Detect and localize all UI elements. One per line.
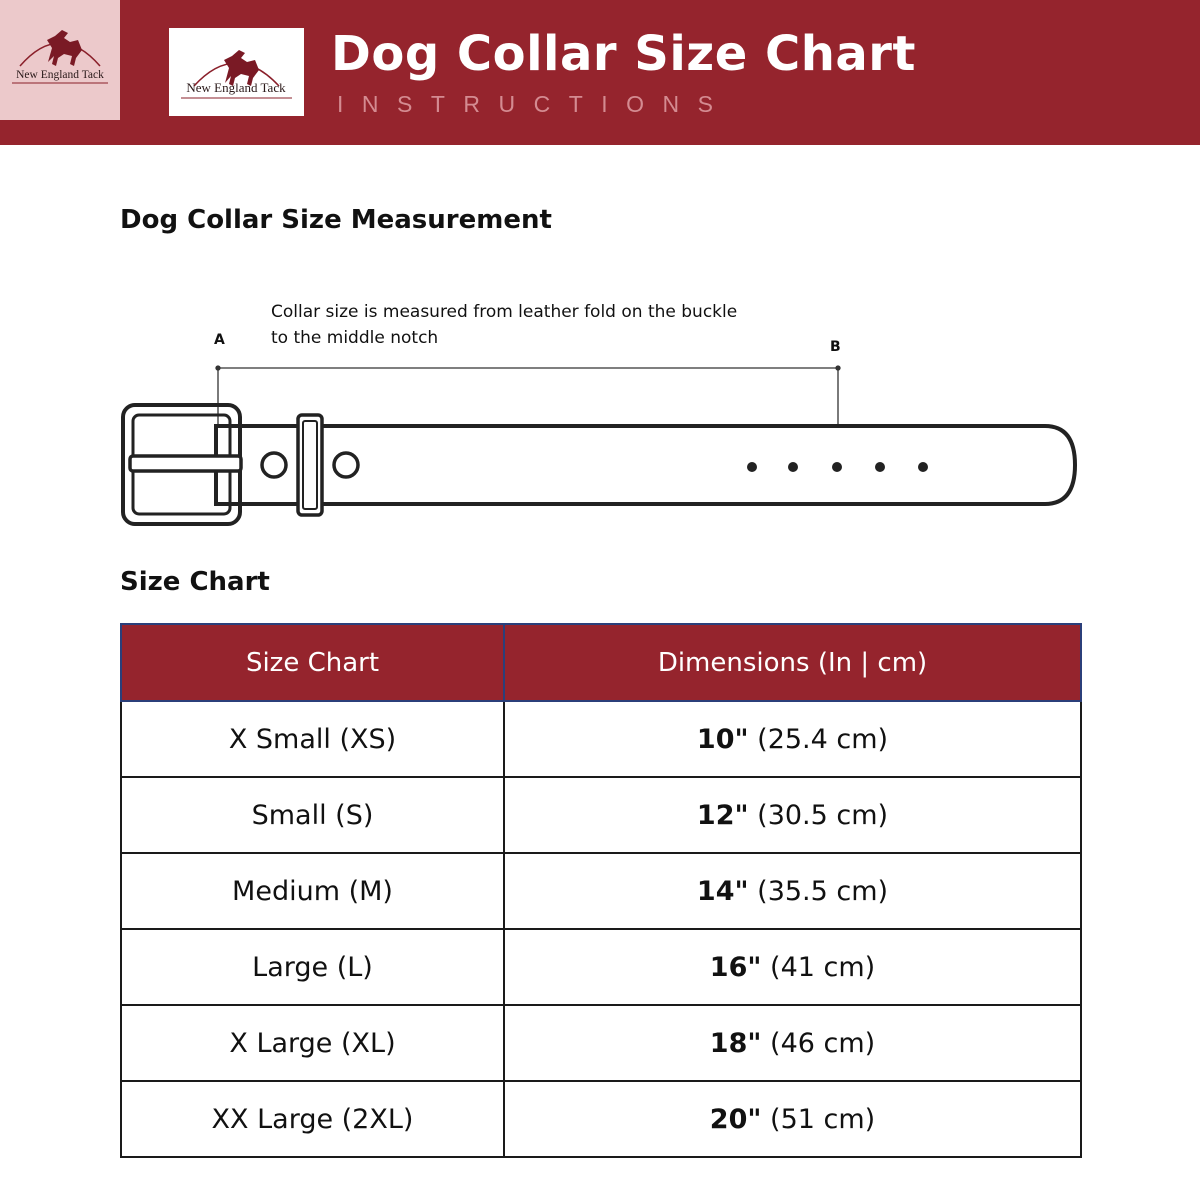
rivet <box>262 453 286 477</box>
size-chart-heading: Size Chart <box>120 567 270 597</box>
rivet <box>334 453 358 477</box>
table-row <box>121 777 1081 853</box>
dimension-cell <box>504 777 1081 853</box>
dimension-cm: (25.4 cm) <box>757 723 889 755</box>
svg-text:New England Tack: New England Tack <box>186 80 286 95</box>
dimension-cell <box>504 853 1081 929</box>
dimension-cm: (51 cm) <box>770 1103 876 1135</box>
size-cell: Small (S) <box>121 777 504 853</box>
size-cell: X Large (XL) <box>121 1005 504 1081</box>
dimension-cm: (41 cm) <box>770 951 876 983</box>
table-row <box>121 701 1081 777</box>
dimension-inches: 12" <box>696 799 749 831</box>
table-row <box>121 1005 1081 1081</box>
table-row <box>121 853 1081 929</box>
header-banner <box>0 0 1200 145</box>
table-row <box>121 1081 1081 1157</box>
size-cell: XX Large (2XL) <box>121 1081 504 1157</box>
buckle-tongue <box>130 456 241 471</box>
dimension-cm: (46 cm) <box>770 1027 876 1059</box>
size-cell: X Small (XS) <box>121 701 504 777</box>
caption-line-2: to the middle notch <box>271 328 439 348</box>
dimension-cell <box>504 701 1081 777</box>
brand-logo-small <box>0 0 120 120</box>
size-cell: Large (L) <box>121 929 504 1005</box>
size-table <box>120 623 1082 1158</box>
column-header-size: Size Chart <box>121 624 504 701</box>
page-title: Dog Collar Size Chart <box>331 26 916 82</box>
size-cell: Medium (M) <box>121 853 504 929</box>
dimension-inches: 10" <box>696 723 749 755</box>
dimension-cell <box>504 1005 1081 1081</box>
keeper-loop <box>298 415 322 515</box>
page-subtitle: INSTRUCTIONS <box>337 91 732 117</box>
svg-text:New England Tack: New England Tack <box>16 69 104 81</box>
brand-logo <box>169 28 304 116</box>
label-a: A <box>214 332 225 348</box>
dimension-cm: (35.5 cm) <box>757 875 889 907</box>
measurement-heading: Dog Collar Size Measurement <box>120 205 552 235</box>
dimension-inches: 20" <box>709 1103 762 1135</box>
dimension-inches: 14" <box>696 875 749 907</box>
belt-collar-icon <box>100 320 1100 540</box>
dimension-inches: 18" <box>709 1027 762 1059</box>
table-row <box>121 929 1081 1005</box>
column-header-dimensions: Dimensions (In | cm) <box>504 624 1081 701</box>
dimension-cm: (30.5 cm) <box>757 799 889 831</box>
dimension-cell <box>504 1081 1081 1157</box>
dimension-inches: 16" <box>709 951 762 983</box>
caption-line-1: Collar size is measured from leather fold on the buckle <box>271 302 738 322</box>
horse-icon <box>47 30 82 66</box>
table-header-row <box>121 624 1081 701</box>
dimension-cell <box>504 929 1081 1005</box>
label-b: B <box>830 339 841 355</box>
